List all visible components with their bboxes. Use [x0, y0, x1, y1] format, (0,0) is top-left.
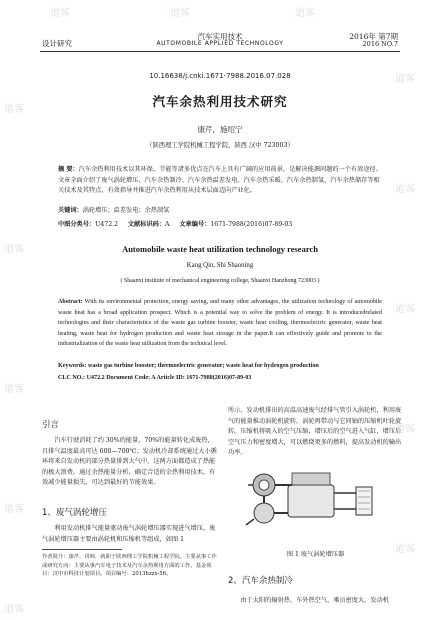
- doi: 10.16638/j.cnki.1671-7988.2016.07.028: [149, 72, 291, 80]
- clc-value: U472.2: [95, 221, 119, 228]
- section1-heading: 1、废气涡轮增压: [42, 508, 107, 518]
- clc-label: 中图分类号：: [58, 221, 96, 228]
- watermark: 道客: [4, 244, 24, 255]
- compressor-wheel: [254, 503, 274, 523]
- english-abstract: [58, 297, 382, 350]
- intro-heading: 引言: [42, 420, 60, 430]
- issue-cn: 2016年 第7期: [349, 32, 398, 41]
- header-rule: [40, 51, 400, 52]
- watermark: 道客: [4, 104, 24, 115]
- journal-title-en: AUTOMOBILE APPLIED TECHNOLOGY: [156, 40, 284, 47]
- english-keywords: [58, 361, 382, 372]
- right-column-paragraph: 所示。发动机排出的高温高速废气经排气管引入涡轮机，利用废气的能量推动涡轮机旋转，涡轮再带动与它同轴的压缩机叶轮旋转。压缩机将吸入的空气压缩，增压后的空气进入气缸，增压后空气压力和密度增大，可以燃烧更多的燃料，提高发动机的输出功率。: [228, 407, 402, 456]
- abstract-cn-text: 汽车余热利用技术以其环保、节能等诸多优点在汽车上具有广阔的应用前景，是解决能源问题的一个有效途径。文章全面介绍了废气涡轮增压、汽车余热制冷、汽车余热温差发电、汽车余热采暖、汽车余热制氢、汽车余热储存等相关技术及其特点，有效指导并推进汽车余热利用从技术层面迈向产业化。: [58, 166, 382, 194]
- footnote: 作者简介：康芹，讲师，就职于陕西理工学院机械工程学院。主要从事工作或研究方向：主要从事汽车电子技术及汽车余热利用方面的工作。基金项目：汉中市科技计划项目。项目编号：2013hzzx-56。: [42, 554, 217, 578]
- article-id-value: 1671-7988(2016)07-89-03: [210, 221, 293, 228]
- abstract-cn-label: 摘 要：: [58, 166, 79, 173]
- section2-paragraph: 由于太阳的辐射热、车外热空气、乘员密度大、发动机: [240, 597, 389, 604]
- watermark: 道客: [170, 8, 190, 19]
- english-keywords-text: waste gas turbine booster; thermoelectric generator; waste heat for hydrogen production: [86, 363, 319, 369]
- right-column-body: [228, 406, 403, 459]
- watermark: 道客: [395, 424, 415, 435]
- watermark: 道客: [50, 8, 70, 19]
- english-abstract-label: Abstract:: [58, 299, 83, 305]
- keywords-cn-label: 关键词：: [58, 207, 83, 214]
- affiliation: （陕西理工学院机械工程学院，陕西 汉中 723003）: [146, 142, 294, 149]
- doc-code-label: 文献标识码：: [127, 221, 166, 228]
- watermark: 道客: [4, 384, 24, 395]
- section1-paragraph: 利用发动机排气能量驱动废气涡轮增压器实现进气增压。废气涡轮增压器主要由涡轮机和压缩机等组成，如图 1: [42, 525, 216, 543]
- section1-body: [42, 524, 217, 545]
- watermark: 道客: [295, 8, 315, 19]
- keywords-cn: [58, 206, 382, 217]
- turbine-hub: [259, 480, 269, 490]
- watermark: 道客: [4, 504, 24, 515]
- abstract-cn: [58, 165, 382, 197]
- clc-cn: [58, 220, 382, 231]
- section2-body: [228, 596, 403, 607]
- watermark: 道客: [395, 544, 415, 555]
- turbocharger-figure: [240, 463, 390, 535]
- authors: 康芹，施绍宁: [197, 125, 243, 134]
- doc-code-value: A: [165, 221, 170, 228]
- intro-body: [42, 436, 217, 489]
- paper-title: 汽车余热利用技术研究: [152, 94, 288, 109]
- watermark: 道客: [4, 604, 24, 615]
- figure-caption: 图 1 废气涡轮增压器: [286, 551, 345, 558]
- journal-title-cn: 汽车实用技术: [197, 32, 243, 41]
- english-abstract-text: With its environmental protection, energy saving, and many other advantages, the utilization technology of automobile waste heat has a broad application prospect. Which is a potential way to solve the problem of energy. It is introducedrelated technologies and their characteristics of the waste gas turbine booster, waste heat cooling, thermoelectric generator, waste heat heating, waste heat for hydrogen production and waste heat storage in the paper.It can effectively guide and promote to the industrialization of the waste heat utilization from the technical level.: [58, 299, 382, 348]
- english-title: Automobile waste heat utilization technology research: [122, 244, 318, 254]
- watermark: 道客: [395, 74, 415, 85]
- english-keywords-label: Keywords:: [58, 363, 87, 369]
- article-id-label: 文章编号：: [179, 221, 211, 228]
- section-label: 设计研究: [42, 39, 72, 48]
- keywords-cn-text: 涡轮增压；温差发电；余热制氢: [82, 207, 170, 214]
- intro-paragraph: 汽车行驶消耗了约 30%的能量，70%的能量转化成废热，且排气温度最高可达 600—700℃；发动机冷却系统通过大小循环将来自发动机的部分热量排到大气中，这两方面都造成了热能的极大浪费。通过余热能量分析，确定合适的余热利用技术，有效减少能量损失，可达到最好的节能效果。: [42, 437, 217, 486]
- air-inlet: [246, 519, 254, 525]
- intake-manifold: [292, 473, 330, 485]
- english-authors: Kang Qin, Shi Shaoning: [186, 262, 254, 269]
- section2-heading: 2、汽车余热制冷: [228, 576, 293, 586]
- watermark: 道客: [395, 184, 415, 195]
- watermark: 道客: [395, 304, 415, 315]
- intercooler-loop: [334, 493, 358, 509]
- issue-en: 2016 NO.7: [362, 40, 398, 48]
- english-clc: CLC NO.: U472.2 Document Code: A Article ID: 1671-7988(2016)07-89-03: [58, 375, 252, 381]
- engine-block: [288, 485, 334, 517]
- english-affiliation: ( Shaanxi institute of mechanical engineering college, Shaanxi Hanzhong 723003 ): [120, 278, 320, 284]
- footnote-rule: [42, 549, 122, 550]
